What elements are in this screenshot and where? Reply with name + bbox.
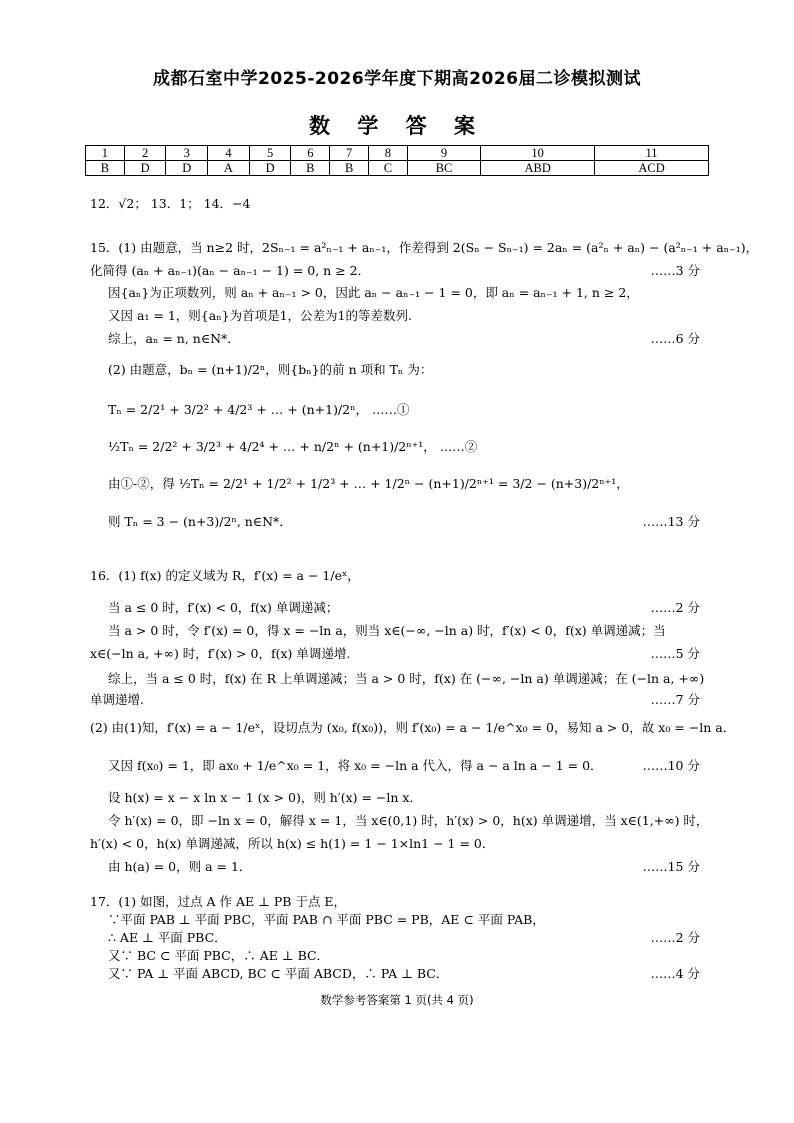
answer-table	[85, 145, 709, 176]
solution-line: 由 h(a) = 0，则 a = 1．	[108, 859, 252, 874]
answer-cell: C	[369, 161, 408, 176]
page-subtitle: 数 学 答 案	[309, 114, 485, 138]
score-mark: ……10 分	[642, 758, 700, 773]
answer-cell: D	[124, 161, 166, 176]
score-mark: ……5 分	[650, 646, 700, 661]
solution-line: 令 h′(x) = 0，即 −ln x = 0，解得 x = 1，当 x∈(0,1) 时，h′(x) > 0，h(x) 单调递增，当 x∈(1,+∞) 时，	[108, 813, 709, 828]
score-mark: ……13 分	[642, 514, 700, 529]
solution-line: 又∵ BC ⊂ 平面 PBC，∴ AE ⊥ BC．	[108, 948, 330, 963]
solution-line: 16．(1) f(x) 的定义域为 R，f′(x) = a − 1/eˣ，	[90, 568, 360, 583]
page-title: 成都石室中学2025-2026学年度下期高2026届二诊模拟测试	[153, 69, 641, 89]
question-number: 11	[595, 146, 709, 161]
solution-line: 又因 a₁ = 1，则{aₙ}为首项是1，公差为1的等差数列.	[108, 308, 412, 323]
solution-line: (2) 由题意，bₙ = (n+1)/2ⁿ，则{bₙ}的前 n 项和 Tₙ 为：	[108, 362, 433, 377]
solution-line: 由①-②，得 ½Tₙ = 2/2¹ + 1/2² + 1/2³ + … + 1/2ⁿ − (n+1)/2ⁿ⁺¹ = 3/2 − (n+3)/2ⁿ⁺¹，	[108, 476, 629, 491]
solution-line: 设 h(x) = x − x ln x − 1 (x > 0)，则 h′(x) = −ln x．	[108, 790, 422, 805]
answer-cell: D	[166, 161, 208, 176]
solution-line: h′(x) < 0，h(x) 单调递减，所以 h(x) ≤ h(1) = 1 − 1×ln1 − 1 = 0．	[90, 836, 495, 851]
score-mark: ……2 分	[650, 600, 700, 615]
solution-line: 15．(1) 由题意，当 n≥2 时，2Sₙ₋₁ = a²ₙ₋₁ + aₙ₋₁，作差得到 2(Sₙ − Sₙ₋₁) = 2aₙ = (a²ₙ + aₙ) − (a²ₙ₋₁ + aₙ₋₁)，	[90, 240, 759, 255]
answer-cell: B	[86, 161, 125, 176]
question-number: 7	[330, 146, 369, 161]
answer-cell: D	[249, 161, 291, 176]
fill-in-answers: 12．√2； 13．1； 14．−4	[90, 196, 251, 211]
question-number: 1	[86, 146, 125, 161]
page-footer: 数学参考答案第 1 页(共 4 页)	[320, 993, 474, 1007]
solution-line: 综上，当 a ≤ 0 时，f(x) 在 R 上单调递减；当 a > 0 时，f(x) 在 (−∞, −ln a) 单调递减；在 (−ln a, +∞)	[108, 671, 705, 686]
answer-cell: A	[208, 161, 250, 176]
question-number: 3	[166, 146, 208, 161]
solution-line: (2) 由(1)知，f′(x) = a − 1/eˣ，设切点为 (x₀, f(x₀))，则 f′(x₀) = a − 1/e^x₀ = 0，易知 a > 0，故 x₀ = −ln a．	[90, 720, 736, 735]
solution-line: x∈(−ln a, +∞) 时，f′(x) > 0，f(x) 单调递增.	[90, 646, 351, 661]
score-mark: ……7 分	[650, 692, 700, 707]
solution-line: 综上，aₙ = n, n∈N*．	[108, 331, 240, 346]
answer-table-numbers-row	[86, 146, 709, 161]
solution-line: 单调递增.	[90, 692, 144, 707]
question-number: 5	[249, 146, 291, 161]
solution-line: 17．(1) 如图，过点 A 作 AE ⊥ PB 于点 E，	[90, 894, 347, 909]
solution-line: 又因 f(x₀) = 1，即 ax₀ + 1/e^x₀ = 1，将 x₀ = −ln a 代入，得 a − a ln a − 1 = 0．	[108, 758, 603, 773]
solution-line: Tₙ = 2/2¹ + 3/2² + 4/2³ + … + (n+1)/2ⁿ， ……①	[108, 402, 410, 417]
answer-cell: BC	[407, 161, 480, 176]
question-number: 9	[407, 146, 480, 161]
solution-line: 当 a ≤ 0 时，f′(x) < 0，f(x) 单调递减；	[108, 600, 339, 615]
solution-line: ∴ AE ⊥ 平面 PBC．	[108, 930, 227, 945]
score-mark: ……3 分	[650, 263, 700, 278]
score-mark: ……6 分	[650, 331, 700, 346]
solution-line: 又∵ PA ⊥ 平面 ABCD, BC ⊂ 平面 ABCD，∴ PA ⊥ BC．	[108, 966, 449, 981]
score-mark: ……2 分	[650, 930, 700, 945]
answer-cell: ABD	[481, 161, 595, 176]
solution-line: ½Tₙ = 2/2² + 3/2³ + 4/2⁴ + … + n/2ⁿ + (n+1)/2ⁿ⁺¹， ……②	[108, 439, 478, 454]
solution-line: 则 Tₙ = 3 − (n+3)/2ⁿ, n∈N*．	[108, 514, 292, 529]
solution-line: ∵平面 PAB ⊥ 平面 PBC，平面 PAB ∩ 平面 PBC = PB，AE ⊂ 平面 PAB，	[108, 912, 545, 927]
question-number: 4	[208, 146, 250, 161]
question-number: 2	[124, 146, 166, 161]
solution-line: 当 a > 0 时，令 f′(x) = 0，得 x = −ln a，则当 x∈(−∞, −ln a) 时，f′(x) < 0，f(x) 单调递减；当	[108, 623, 666, 638]
score-mark: ……15 分	[642, 859, 700, 874]
question-number: 8	[369, 146, 408, 161]
solution-line: 因{aₙ}为正项数列，则 aₙ + aₙ₋₁ > 0，因此 aₙ − aₙ₋₁ − 1 = 0，即 aₙ = aₙ₋₁ + 1, n ≥ 2，	[108, 285, 639, 300]
question-number: 6	[291, 146, 330, 161]
question-number: 10	[481, 146, 595, 161]
answer-cell: B	[330, 161, 369, 176]
answer-cell: ACD	[595, 161, 709, 176]
answer-cell: B	[291, 161, 330, 176]
solution-line: 化简得 (aₙ + aₙ₋₁)(aₙ − aₙ₋₁ − 1) = 0, n ≥ 2．	[90, 263, 371, 278]
score-mark: ……4 分	[650, 966, 700, 981]
answer-table-answers-row	[86, 161, 709, 176]
